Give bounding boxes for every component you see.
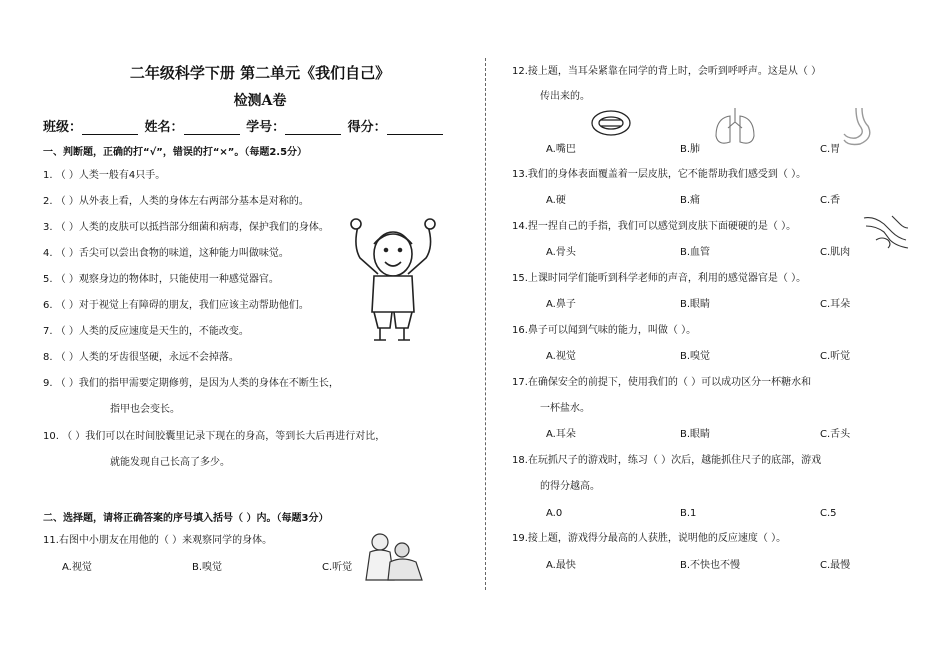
class-label: 班级： <box>43 120 83 135</box>
q15-option-b: B.眼睛 <box>680 299 711 310</box>
number-blank[interactable] <box>285 122 341 135</box>
q15-option-c: C.耳朵 <box>820 299 851 310</box>
pinching-fingers-icon <box>862 210 912 250</box>
tf-item-9-cont: 指甲也会变长。 <box>110 404 180 415</box>
tf-item-4: 4. （ ）舌尖可以尝出食物的味道，这种能力叫做味觉。 <box>43 248 289 259</box>
q16-option-a: A.视觉 <box>546 351 576 362</box>
q13-option-a: A.硬 <box>546 195 566 206</box>
q18-stem-line1: 18.在玩抓尺子的游戏时，练习（ ）次后，越能抓住尺子的底部，游戏 <box>512 455 822 466</box>
q12-option-a: A.嘴巴 <box>546 144 576 155</box>
q12-option-c: C.胃 <box>820 144 841 155</box>
tf-item-7: 7. （ ）人类的反应速度是天生的，不能改变。 <box>43 326 249 337</box>
tf-item-10-cont: 就能发现自己长高了多少。 <box>110 457 230 468</box>
children-listening-illustration <box>360 530 430 582</box>
tf-item-6: 6. （ ）对于视觉上有障碍的朋友，我们应该主动帮助他们。 <box>43 300 309 311</box>
q17-stem-line1: 17.在确保安全的前提下，使用我们的（ ）可以成功区分一杯糖水和 <box>512 377 812 388</box>
q14-option-b: B.血管 <box>680 247 711 258</box>
score-label: 得分： <box>347 120 387 135</box>
tf-item-10: 10. （ ）我们可以在时间胶囊里记录下现在的身高，等到长大后再进行对比， <box>43 431 386 442</box>
q19-option-c: C.最慢 <box>820 560 851 571</box>
q14-option-a: A.骨头 <box>546 247 576 258</box>
q16-stem: 16.鼻子可以闻到气味的能力，叫做（ ）。 <box>512 325 697 336</box>
q14-stem: 14.捏一捏自己的手指，我们可以感觉到皮肤下面硬硬的是（ ）。 <box>512 221 797 232</box>
q11-option-a: A.视觉 <box>62 562 92 573</box>
stomach-icon <box>836 106 876 148</box>
cheering-boy-illustration <box>338 216 448 346</box>
q11-option-c: C.听觉 <box>322 562 353 573</box>
tf-item-9: 9. （ ）我们的指甲需要定期修剪，是因为人类的身体在不断生长， <box>43 378 339 389</box>
q13-stem: 13.我们的身体表面覆盖着一层皮肤，它不能帮助我们感受到（ ）。 <box>512 169 807 180</box>
q11-option-b: B.嗅觉 <box>192 562 223 573</box>
q17-option-b: B.眼睛 <box>680 429 711 440</box>
q18-stem-line2: 的得分越高。 <box>540 481 600 492</box>
q11-stem: 11.右图中小朋友在用他的（ ）来观察同学的身体。 <box>43 535 273 546</box>
q17-stem-line2: 一杯盐水。 <box>540 403 590 414</box>
q19-option-b: B.不快也不慢 <box>680 560 741 571</box>
tf-item-8: 8. （ ）人类的牙齿很坚硬，永远不会掉落。 <box>43 352 239 363</box>
q14-option-c: C.肌肉 <box>820 247 851 258</box>
q18-option-b: B.1 <box>680 508 697 519</box>
section2-heading: 二、选择题，请将正确答案的序号填入括号（ ）内。（每题3分） <box>43 513 329 524</box>
tf-item-2: 2. （ ）从外表上看，人类的身体左右两部分基本是对称的。 <box>43 196 309 207</box>
q12-option-b: B.肺 <box>680 144 701 155</box>
q17-option-a: A.耳朵 <box>546 429 576 440</box>
q17-option-c: C.舌头 <box>820 429 851 440</box>
q15-option-a: A.鼻子 <box>546 299 576 310</box>
student-info-row <box>43 116 445 135</box>
exam-subtitle: 检测A卷 <box>233 93 287 109</box>
tf-item-3: 3. （ ）人类的皮肤可以抵挡部分细菌和病毒，保护我们的身体。 <box>43 222 329 233</box>
q13-option-c: C.香 <box>820 195 841 206</box>
q12-stem-line2: 传出来的。 <box>540 91 590 102</box>
q16-option-b: B.嗅觉 <box>680 351 711 362</box>
tf-item-1: 1. （ ）人类一般有4只手。 <box>43 170 166 181</box>
q13-option-b: B.痛 <box>680 195 701 206</box>
lungs-icon <box>712 106 758 148</box>
column-divider <box>485 58 486 590</box>
class-blank[interactable] <box>82 122 138 135</box>
q19-stem: 19.接上题，游戏得分最高的人获胜，说明他的反应速度（ ）。 <box>512 533 787 544</box>
name-blank[interactable] <box>184 122 240 135</box>
q18-option-c: C.5 <box>820 508 837 519</box>
score-blank[interactable] <box>387 122 443 135</box>
number-label: 学号： <box>246 120 286 135</box>
q19-option-a: A.最快 <box>546 560 576 571</box>
q15-stem: 15.上课时同学们能听到科学老师的声音，利用的感觉器官是（ ）。 <box>512 273 807 284</box>
q18-option-a: A.0 <box>546 508 563 519</box>
tf-item-5: 5. （ ）观察身边的物体时，只能使用一种感觉器官。 <box>43 274 279 285</box>
q16-option-c: C.听觉 <box>820 351 851 362</box>
section1-heading: 一、判断题，正确的打“√”，错误的打“×”。（每题2.5分） <box>43 147 308 158</box>
q12-stem-line1: 12.接上题，当耳朵紧靠在同学的背上时，会听到呼呼声。这是从（ ） <box>512 66 822 77</box>
exam-title: 二年级科学下册 第二单元《我们自己》 <box>129 64 391 82</box>
name-label: 姓名： <box>144 120 184 135</box>
mouth-icon <box>590 108 632 138</box>
